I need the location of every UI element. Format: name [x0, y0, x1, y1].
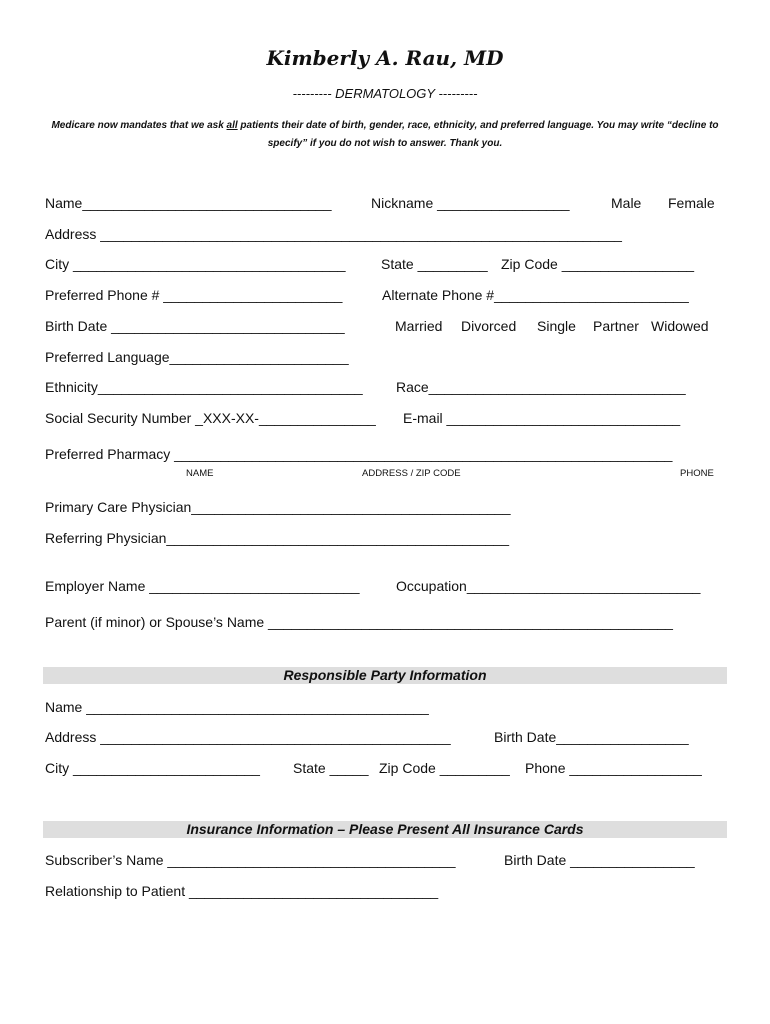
email-field[interactable]: E-mail ______________________________ [403, 410, 681, 426]
pharmacy-phone-hint: PHONE [680, 468, 714, 479]
responsible-phone-field[interactable]: Phone _________________ [525, 760, 702, 776]
responsible-city-field[interactable]: City ________________________ [45, 760, 260, 776]
occupation-field[interactable]: Occupation______________________________ [396, 578, 701, 594]
name-field[interactable]: Name________________________________ [45, 195, 332, 211]
responsible-birth-date-field[interactable]: Birth Date_________________ [494, 729, 689, 745]
specialty-subtitle: --------- DERMATOLOGY --------- [292, 86, 478, 101]
medicare-notice [40, 117, 730, 153]
employer-name-field[interactable]: Employer Name ___________________________ [45, 578, 360, 594]
notice-text-post: patients their date of birth, gender, race, ethnicity, and preferred language. You may write “decline to specify” if you do not wish to answer. Thank you. [237, 120, 719, 149]
race-field[interactable]: Race_________________________________ [396, 379, 686, 395]
status-divorced-option[interactable]: Divorced [461, 318, 517, 334]
parent-spouse-name-field[interactable]: Parent (if minor) or Spouse’s Name ____________________________________________________ [45, 614, 673, 630]
responsible-address-field[interactable]: Address _____________________________________________ [45, 729, 451, 745]
status-married-option[interactable]: Married [395, 318, 443, 334]
gender-male-option[interactable]: Male [611, 195, 642, 211]
doctor-name-title: Kimberly A. Rau, MD [266, 46, 504, 70]
preferred-language-field[interactable]: Preferred Language_______________________ [45, 349, 349, 365]
insurance-heading: Insurance Information – Please Present All Insurance Cards [186, 821, 584, 837]
subscriber-birth-date-field[interactable]: Birth Date ________________ [504, 852, 695, 868]
preferred-pharmacy-field[interactable]: Preferred Pharmacy ________________________________________________________________ [45, 446, 673, 462]
subscriber-name-field[interactable]: Subscriber’s Name _____________________________________ [45, 852, 456, 868]
ssn-label: Social Security Number [45, 410, 196, 426]
status-widowed-option[interactable]: Widowed [651, 318, 709, 334]
city-field[interactable]: City ___________________________________ [45, 256, 346, 272]
notice-text-pre: Medicare now mandates that we ask [51, 120, 227, 131]
ssn-field[interactable] [45, 410, 376, 426]
responsible-party-heading: Responsible Party Information [283, 667, 487, 683]
pharmacy-address-hint: ADDRESS / ZIP CODE [362, 468, 461, 479]
relationship-to-patient-field[interactable]: Relationship to Patient ________________________________ [45, 883, 439, 899]
status-partner-option[interactable]: Partner [593, 318, 639, 334]
responsible-name-field[interactable]: Name ____________________________________________ [45, 699, 429, 715]
address-field[interactable]: Address ___________________________________________________________________ [45, 226, 622, 242]
birth-date-field[interactable]: Birth Date ______________________________ [45, 318, 345, 334]
alternate-phone-field[interactable]: Alternate Phone #_________________________ [382, 287, 689, 303]
referring-physician-field[interactable]: Referring Physician____________________________________________ [45, 530, 509, 546]
nickname-field[interactable]: Nickname _________________ [371, 195, 570, 211]
notice-emphasis: all [226, 120, 238, 131]
ethnicity-field[interactable]: Ethnicity__________________________________ [45, 379, 363, 395]
zip-code-field[interactable]: Zip Code _________________ [501, 256, 695, 272]
state-field[interactable]: State _________ [381, 256, 488, 272]
pharmacy-name-hint: NAME [186, 468, 214, 479]
preferred-phone-field[interactable]: Preferred Phone # _______________________ [45, 287, 343, 303]
primary-care-physician-field[interactable]: Primary Care Physician_________________________________________ [45, 499, 511, 515]
gender-female-option[interactable]: Female [668, 195, 715, 211]
ssn-value: _XXX-XX-_______________ [195, 410, 376, 426]
responsible-state-field[interactable]: State _____ [293, 760, 369, 776]
status-single-option[interactable]: Single [537, 318, 576, 334]
responsible-zip-field[interactable]: Zip Code _________ [379, 760, 510, 776]
